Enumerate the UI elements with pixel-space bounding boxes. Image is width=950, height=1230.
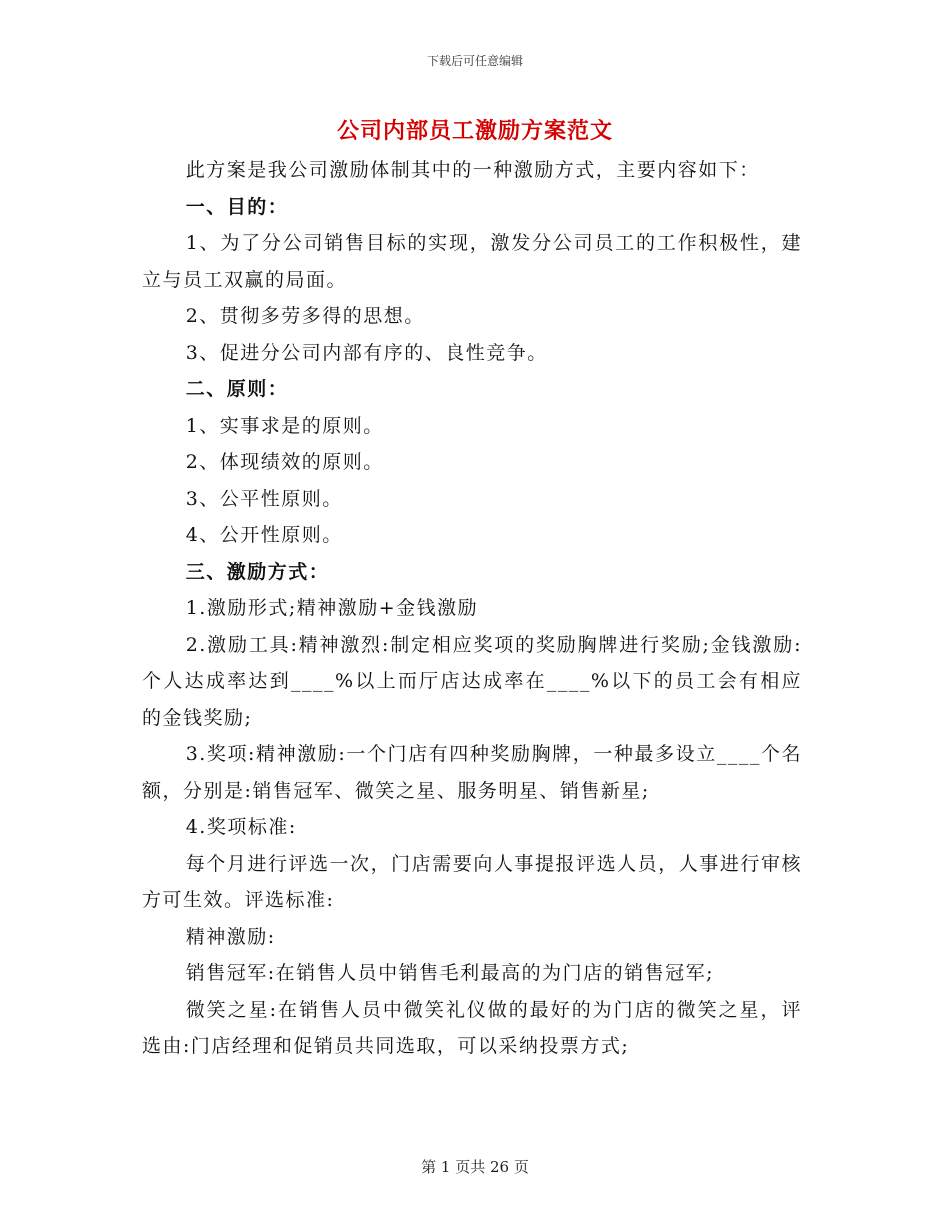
- paragraph: 微笑之星:在销售人员中微笑礼仪做的最好的为门店的微笑之星，评选由:门店经理和促销员共同选取，可以采纳投票方式;: [142, 998, 802, 1057]
- paragraph: 此方案是我公司激励体制其中的一种激励方式，主要内容如下：: [185, 159, 760, 181]
- paragraph: 1、实事求是的原则。: [185, 414, 384, 437]
- section-heading: 一、目的：: [185, 195, 289, 218]
- document-body: [142, 152, 802, 1065]
- paragraph: 销售冠军:在销售人员中销售毛利最高的为门店的销售冠军;: [185, 962, 714, 984]
- page-footer: 第 1 页共 26 页: [421, 1158, 529, 1176]
- paragraph: 3、促进分公司内部有序的、良性竞争。: [185, 341, 548, 364]
- paragraph: 3.奖项:精神激励:一个门店有四种奖励胸牌，一种最多设立____个名额，分别是:销售冠军、微笑之星、服务明星、销售新星;: [142, 743, 802, 802]
- page-header: 下载后可任意编辑: [426, 54, 523, 68]
- paragraph: 4、公开性原则。: [185, 524, 343, 546]
- section-heading: 三、激励方式：: [185, 560, 330, 583]
- paragraph: 1、为了分公司销售目标的实现，激发分公司员工的工作积极性，建立与员工双赢的局面。: [142, 232, 802, 291]
- section-heading: 二、原则：: [185, 378, 289, 400]
- paragraph: 精神激励:: [185, 925, 276, 948]
- paragraph: 2、贯彻多劳多得的思想。: [185, 305, 425, 327]
- paragraph: 1.激励形式;精神激励+金钱激励: [185, 597, 479, 619]
- paragraph: 每个月进行评选一次，门店需要向人事提报评选人员，人事进行审核方可生效。评选标准:: [142, 852, 802, 911]
- paragraph: 3、公平性原则。: [185, 487, 343, 510]
- document-title: 公司内部员工激励方案范文: [336, 118, 613, 144]
- paragraph: 2.激励工具:精神激烈:制定相应奖项的奖励胸牌进行奖励;金钱激励:个人达成率达到____%以上而厅店达成率在____%以下的员工会有相应的金钱奖励;: [142, 633, 802, 729]
- paragraph: 4.奖项标准:: [185, 816, 297, 838]
- paragraph: 2、体现绩效的原则。: [185, 451, 384, 473]
